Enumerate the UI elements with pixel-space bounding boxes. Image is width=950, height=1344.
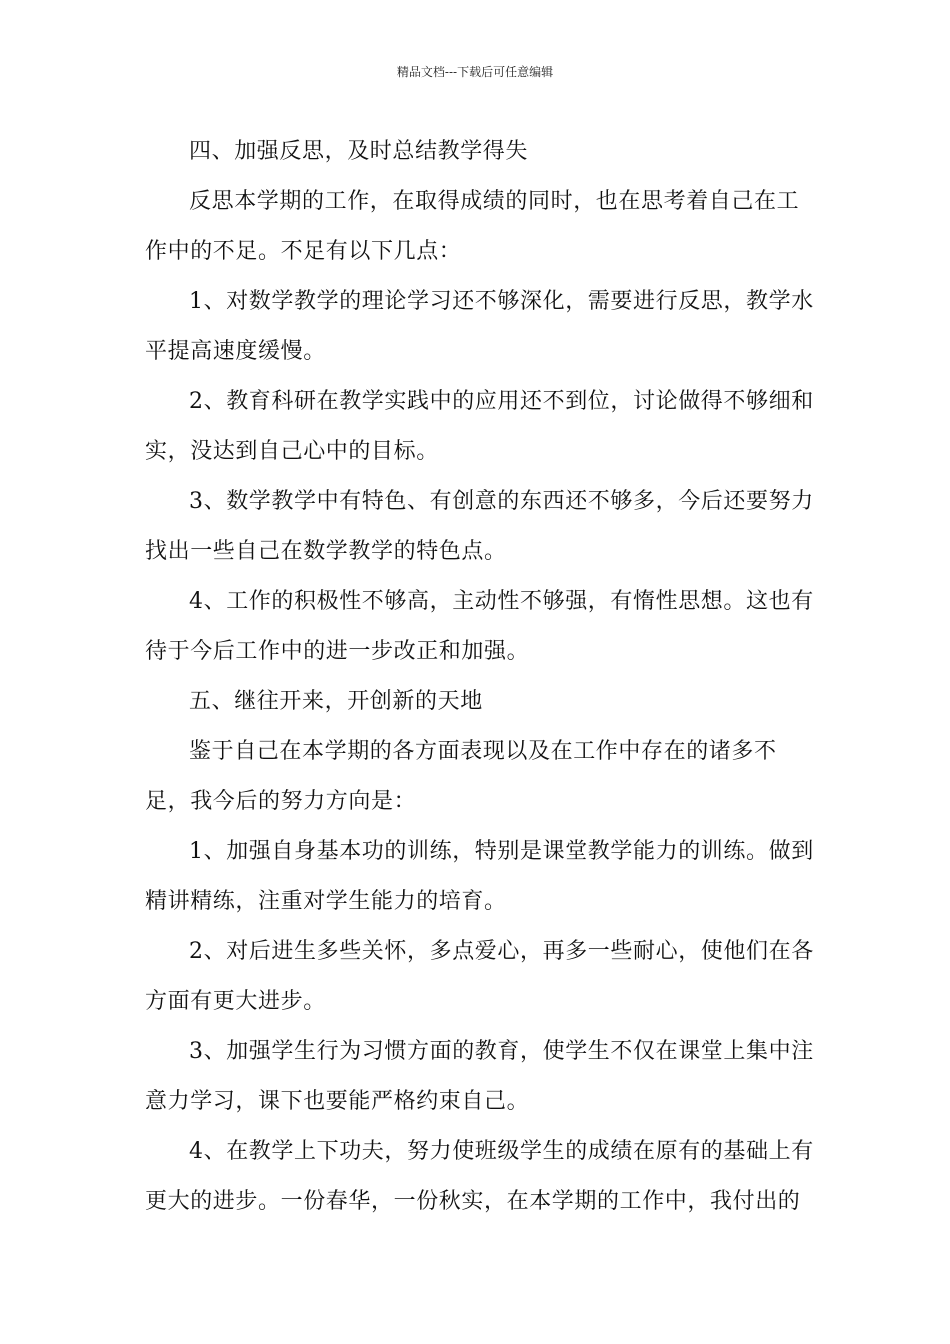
section-heading-future: 五、继往开来，开创新的天地: [189, 689, 483, 714]
list-item-shortcoming-3: 3、数学教学中有特色、有创意的东西还不够多，今后还要努力找出一些自己在数学教学的特色点。: [145, 489, 814, 564]
list-item-shortcoming-1: 1、对数学教学的理论学习还不够深化，需要进行反思，教学水平提高速度缓慢。: [145, 289, 814, 364]
list-item-direction-3: 3、加强学生行为习惯方面的教育，使学生不仅在课堂上集中注意力学习，课下也要能严格约束自己。: [145, 1039, 814, 1114]
list-item-shortcoming-2: 2、教育科研在教学实践中的应用还不到位，讨论做得不够细和实，没达到自己心中的目标。: [145, 389, 814, 464]
list-item-direction-4: 4、在教学上下功夫，努力使班级学生的成绩在原有的基础上有更大的进步。一份春华，一份秋实，在本学期的工作中，我付出的: [145, 1139, 814, 1214]
section-heading-reflection: 四、加强反思，及时总结教学得失: [189, 139, 529, 164]
page-header: 精品文档---下载后可任意编辑: [396, 65, 554, 79]
list-item-shortcoming-4: 4、工作的积极性不够高，主动性不够强，有惰性思想。这也有待于今后工作中的进一步改正和加强。: [145, 589, 814, 664]
document-body: [145, 127, 817, 1227]
list-item-direction-2: 2、对后进生多些关怀，多点爱心，再多一些耐心，使他们在各方面有更大进步。: [145, 939, 814, 1014]
list-item-direction-1: 1、加强自身基本功的训练，特别是课堂教学能力的训练。做到精讲精练，注重对学生能力的培育。: [145, 839, 814, 914]
paragraph-future-intro: 鉴于自己在本学期的各方面表现以及在工作中存在的诸多不足，我今后的努力方向是：: [145, 739, 777, 814]
paragraph-reflection-intro: 反思本学期的工作，在取得成绩的同时，也在思考着自己在工作中的不足。不足有以下几点：: [145, 189, 800, 264]
